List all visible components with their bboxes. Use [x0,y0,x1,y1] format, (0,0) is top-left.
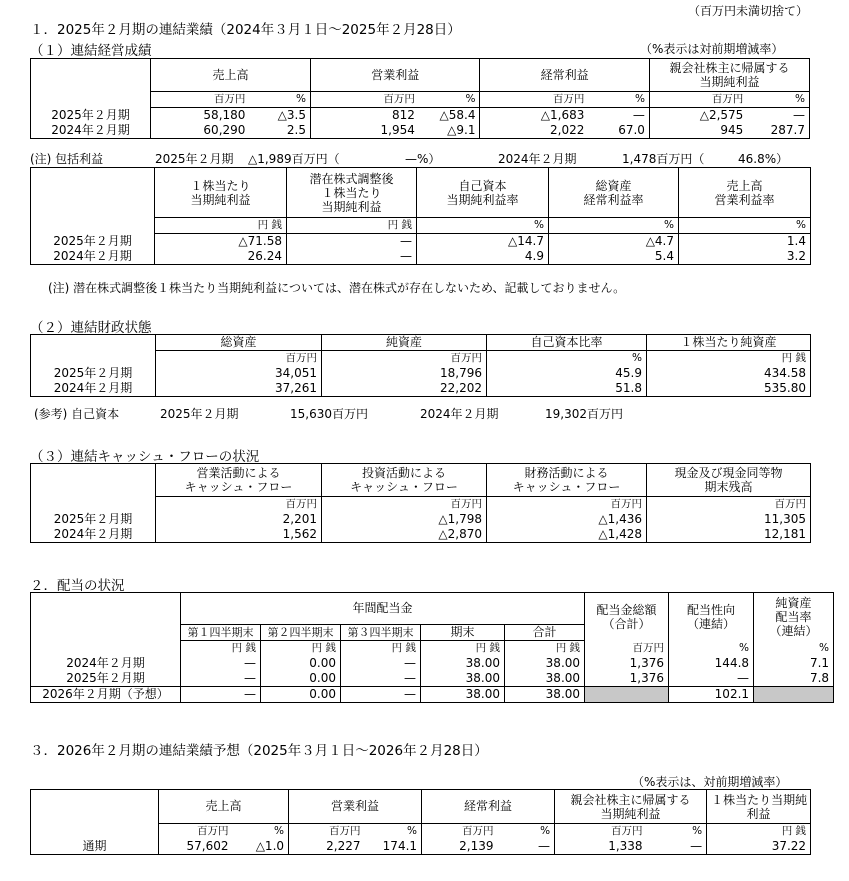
table-cell: 1,562 [156,527,322,543]
table-cell: — [181,671,261,687]
unit-cell: 百万円 [322,497,487,513]
forecast-table [30,789,811,855]
table-cell: 144.8 [669,656,754,671]
table-cell: 38.00 [421,671,505,687]
header-cell: 期末 [421,625,505,641]
text-line: （合計） [602,616,651,631]
unit-cell: 百万円 [422,824,498,840]
table-cell: 67.0 [588,123,649,139]
unit-cell: % [588,92,649,108]
header-cell: 売上高 [159,790,289,824]
table-cell: 2,201 [156,512,322,527]
header-cell: 経常利益 [422,790,555,824]
dividends-table [30,592,834,703]
table-cell [31,497,156,513]
unit-cell: 百万円 [156,351,322,367]
table-cell: 2.5 [249,123,310,139]
table-cell: 2024年２月期 [31,527,156,543]
subsection2-title: （２）連結財政状態 [30,320,152,336]
header-operating-cf [156,464,322,497]
forecast-change-rate-note: （%表示は、対前期増減率） [632,775,788,789]
table-cell: 37,261 [156,381,322,397]
header-ordinary-income: 経常利益 [480,59,649,92]
header-cell: 自己資本比率 [487,335,647,351]
table-row [31,123,810,139]
shaded-cell [754,687,834,703]
header-investing-cf [322,464,487,497]
unit-cell: % [679,218,811,234]
text-line: 売上高 [726,178,763,193]
table-cell: 2,022 [480,123,588,139]
shaded-cell [585,687,669,703]
header-cell: １株当たり純資産 [647,335,811,351]
unit-cell: % [233,824,289,840]
table-cell: 45.9 [487,366,647,381]
table-cell: 2025年２月期 [31,234,155,250]
header-roe [417,168,549,218]
table-cell: 2025年２月期 [31,108,151,124]
header-net-income [649,59,809,92]
text-line: 配当率 [775,609,812,624]
header-cell: 合計 [505,625,585,641]
equity-note-value2: 19,302百万円 [545,407,623,421]
ratios-table [30,167,811,265]
header-cell: 総資産 [156,335,322,351]
table-cell: 26.24 [155,249,287,265]
text-line: 当期純利益 [321,199,382,214]
text-line: 総資産 [595,178,632,193]
unit-cell: 百万円 [150,92,249,108]
financial-position-table [30,334,811,397]
text-line: 当期純利益 [600,806,661,821]
table-cell [31,92,151,108]
header-financing-cf [487,464,647,497]
text-line: 親会社株主に帰属する [669,61,790,75]
comprehensive-income-period2: 2024年２月期 [498,152,577,166]
unit-cell: 百万円 [585,641,669,657]
table-row [31,92,810,108]
table-row [31,59,810,92]
diluted-eps-note: (注) 潜在株式調整後１株当たり当期純利益については、潜在株式が存在しないため、記載しておりません。 [48,281,626,295]
unit-cell: 百万円 [322,351,487,367]
unit-cell: % [417,218,549,234]
table-cell: 1,376 [585,656,669,671]
table-row [31,656,834,671]
table-cell [31,218,155,234]
header-blank [31,59,151,92]
table-row [31,790,811,824]
table-cell: 7.1 [754,656,834,671]
table-cell [31,351,156,367]
header-roa [549,168,679,218]
table-row [31,839,811,855]
table-cell: △1.0 [233,839,289,855]
table-row [31,234,811,250]
unit-cell: 円 銭 [505,641,585,657]
header-diluted-eps [287,168,417,218]
table-cell: 2025年２月期 [31,512,156,527]
unit-cell: 円 銭 [707,824,811,840]
comprehensive-income-value2: 1,478百万円（ [622,152,705,166]
table-row [31,366,811,381]
table-cell [31,593,181,641]
table-cell: 60,290 [150,123,249,139]
unit-cell: 円 銭 [181,641,261,657]
text-line: 潜在株式調整後 [309,171,394,186]
table-cell: 812 [310,108,418,124]
table-cell: 2026年２月期（予想） [31,687,181,703]
header-operating-income: 営業利益 [310,59,479,92]
text-line: 経常利益率 [583,192,644,207]
table-cell: 2025年２月期 [31,366,156,381]
header-cell: 第２四半期末 [261,625,341,641]
table-cell: △14.7 [417,234,549,250]
table-cell: △1,798 [322,512,487,527]
table-cell: △9.1 [419,123,480,139]
table-cell: — [341,671,421,687]
header-cell: 第３四半期末 [341,625,421,641]
table-cell: 51.8 [487,381,647,397]
table-row [31,335,811,351]
table-cell: 2024年２月期 [31,656,181,671]
table-cell [31,335,156,351]
table-cell: 18,796 [322,366,487,381]
text-line: 現金及び現金同等物 [674,466,783,480]
table-cell: △1,683 [480,108,588,124]
table-cell: 11,305 [647,512,811,527]
text-line: キャッシュ・フロー [350,480,458,494]
table-cell [31,790,159,824]
unit-cell: 円 銭 [421,641,505,657]
table-cell: — [647,839,707,855]
table-row [31,218,811,234]
header-doe [754,593,834,641]
unit-cell: 円 銭 [287,218,417,234]
text-line: 当期純利益 [190,192,251,207]
text-line: 営業利益率 [714,192,775,207]
unit-cell: 円 銭 [155,218,287,234]
cash-flow-table [30,463,811,543]
unit-note: （百万円未満切捨て） [688,4,809,18]
change-rate-note: （%表示は対前期増減率） [640,42,784,56]
comprehensive-income-label: (注) 包括利益 [30,152,104,166]
section3-title: ３．2026年２月期の連結業績予想（2025年３月１日～2026年２月28日） [30,743,488,759]
unit-cell: % [487,351,647,367]
table-cell: 2025年２月期 [31,671,181,687]
table-cell: 37.22 [707,839,811,855]
table-cell: 38.00 [505,656,585,671]
table-cell: 2024年２月期 [31,249,155,265]
header-cell: 第１四半期末 [181,625,261,641]
header-cell: 営業利益 [289,790,422,824]
table-row [31,641,834,657]
subsection3-title: （３）連結キャッシュ・フローの状況 [30,449,260,465]
text-line: １株当たり [321,185,382,200]
table-cell: 3.2 [679,249,811,265]
table-cell: 434.58 [647,366,811,381]
table-cell: 57,602 [159,839,233,855]
unit-cell: % [647,824,707,840]
table-row [31,351,811,367]
text-line: （連結） [687,616,736,631]
section1-title: １．2025年２月期の連結業績（2024年３月１日～2025年２月28日） [30,22,461,38]
text-line: 当期純利益率 [446,192,519,207]
table-cell: — [498,839,555,855]
comprehensive-income-pct1: —%） [405,152,441,166]
table-cell: △4.7 [549,234,679,250]
table-row [31,168,811,218]
unit-cell: % [419,92,480,108]
unit-cell: 百万円 [310,92,418,108]
text-line: 純資産 [775,595,812,610]
table-cell: 38.00 [421,656,505,671]
table-cell: 0.00 [261,687,341,703]
comprehensive-income-period1: 2025年２月期 [155,152,234,166]
unit-cell: 百万円 [159,824,233,840]
table-cell: 2024年２月期 [31,381,156,397]
unit-cell: 円 銭 [341,641,421,657]
table-cell: △71.58 [155,234,287,250]
text-line: １株当たり [190,178,251,193]
table-cell [31,168,155,218]
table-cell: 通期 [31,839,159,855]
table-cell: △2,870 [322,527,487,543]
table-cell: △1,428 [487,527,647,543]
header-sales: 売上高 [150,59,310,92]
table-cell: 0.00 [261,671,341,687]
table-cell: △1,436 [487,512,647,527]
table-cell: 7.8 [754,671,834,687]
header-total-dividend [585,593,669,641]
table-cell: △2,575 [649,108,747,124]
header-forecast-net-income [555,790,707,824]
table-cell: 1,338 [555,839,647,855]
header-payout-ratio [669,593,754,641]
table-cell: — [341,656,421,671]
table-cell: 2,227 [289,839,365,855]
unit-cell: % [365,824,422,840]
table-cell: 5.4 [549,249,679,265]
table-cell: 12,181 [647,527,811,543]
table-cell: △58.4 [419,108,480,124]
text-line: 親会社株主に帰属する [570,792,691,807]
table-cell: 535.80 [647,381,811,397]
header-operating-margin [679,168,811,218]
table-cell: 58,180 [150,108,249,124]
comprehensive-income-value1: △1,989百万円（ [248,152,340,166]
equity-note-value1: 15,630百万円 [290,407,368,421]
unit-cell: 円 銭 [261,641,341,657]
table-cell [31,824,159,840]
unit-cell: 百万円 [156,497,322,513]
table-cell: — [588,108,649,124]
table-row [31,687,834,703]
text-line: 投資活動による [361,466,446,480]
table-cell: — [181,687,261,703]
table-cell: 1,954 [310,123,418,139]
unit-cell: 百万円 [480,92,588,108]
operating-results-table [30,58,810,139]
table-cell: 0.00 [261,656,341,671]
table-cell: — [747,108,809,124]
table-row [31,108,810,124]
table-row [31,512,811,527]
unit-cell: 百万円 [647,497,811,513]
comprehensive-income-pct2: 46.8%） [738,152,789,166]
header-forecast-eps [707,790,811,824]
header-cell: 純資産 [322,335,487,351]
unit-cell: % [549,218,679,234]
table-cell: 38.00 [505,687,585,703]
table-cell: 287.7 [747,123,809,139]
header-annual-dividend: 年間配当金 [181,593,585,625]
table-cell: 2,139 [422,839,498,855]
table-cell: 945 [649,123,747,139]
table-cell: 174.1 [365,839,422,855]
text-line: キャッシュ・フロー [184,480,293,494]
unit-cell: % [747,92,809,108]
table-cell [31,464,156,497]
text-line: １株当たり当期純 [711,792,808,807]
table-cell: — [287,234,417,250]
text-line: 財務活動による [524,466,609,480]
table-cell: 2024年２月期 [31,123,151,139]
table-cell: △3.5 [249,108,310,124]
table-cell: — [181,656,261,671]
table-cell: 4.9 [417,249,549,265]
text-line: キャッシュ・フロー [512,480,621,494]
text-line: 当期純利益 [699,75,760,89]
unit-cell: % [498,824,555,840]
text-line: 利益 [746,806,771,821]
table-row [31,824,811,840]
table-cell: 38.00 [421,687,505,703]
text-line: 自己資本 [458,178,507,193]
table-cell: 34,051 [156,366,322,381]
table-row [31,381,811,397]
table-cell: — [341,687,421,703]
unit-cell: 百万円 [487,497,647,513]
section2-title: ２．配当の状況 [30,578,125,594]
header-eps [155,168,287,218]
unit-cell: % [249,92,310,108]
table-row [31,593,834,625]
header-cash-balance [647,464,811,497]
table-row [31,464,811,497]
equity-note-period2: 2024年２月期 [420,407,499,421]
text-line: 配当金総額 [596,602,657,617]
text-line: 配当性向 [687,602,736,617]
table-cell: — [669,671,754,687]
table-cell: 38.00 [505,671,585,687]
subsection1-title: （１）連結経営成績 [30,43,152,59]
unit-cell: % [754,641,834,657]
unit-cell: 百万円 [649,92,747,108]
table-cell: 1.4 [679,234,811,250]
unit-cell: 円 銭 [647,351,811,367]
unit-cell: 百万円 [555,824,647,840]
text-line: （連結） [769,623,818,638]
equity-note-label: (参考) 自己資本 [34,407,120,421]
table-cell: 102.1 [669,687,754,703]
table-cell: — [287,249,417,265]
table-row [31,249,811,265]
table-cell [31,641,181,657]
table-row [31,527,811,543]
table-row [31,671,834,687]
equity-note-period1: 2025年２月期 [160,407,239,421]
unit-cell: % [669,641,754,657]
table-row [31,497,811,513]
unit-cell: 百万円 [289,824,365,840]
table-cell: 22,202 [322,381,487,397]
table-cell: 1,376 [585,671,669,687]
text-line: 期末残高 [704,480,753,494]
text-line: 営業活動による [196,466,281,480]
